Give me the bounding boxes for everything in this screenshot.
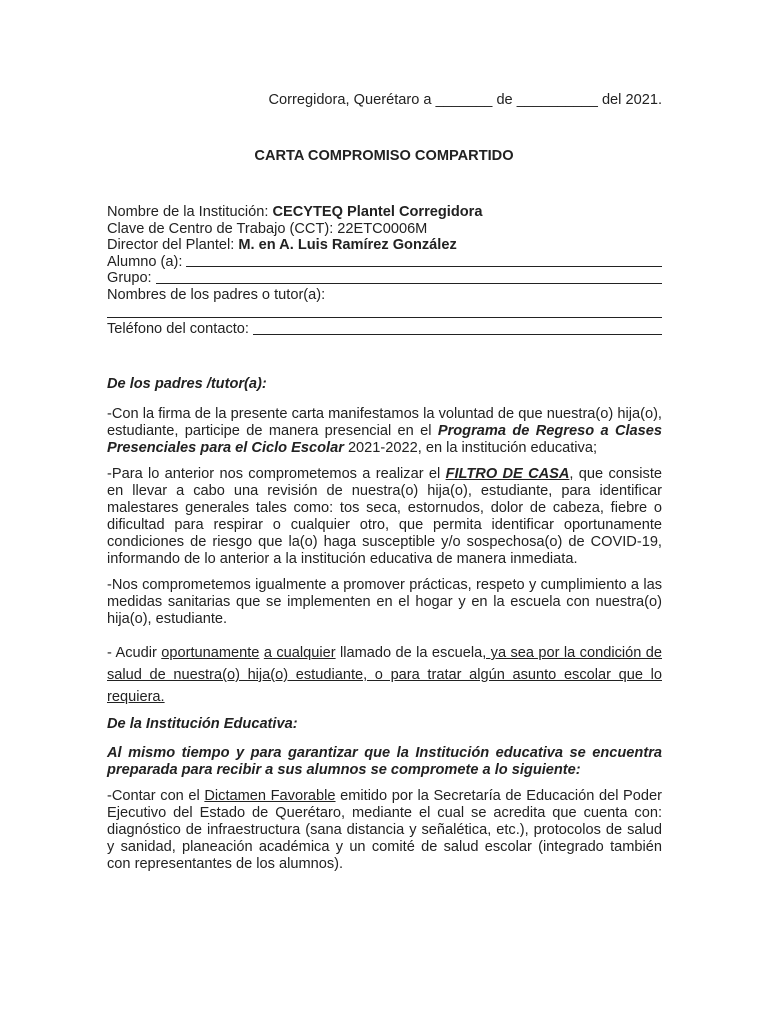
cct-label: Clave de Centro de Trabajo (CCT): xyxy=(107,220,334,237)
p4-a-cualquier: a cualquier xyxy=(263,645,336,661)
group-blank-line[interactable] xyxy=(156,270,662,284)
parents-heading: De los padres /tutor(a): xyxy=(107,376,267,392)
parents-label: Nombres de los padres o tutor(a): xyxy=(107,286,326,303)
p1-text-c: 2021-2022, en la institución educativa; xyxy=(343,440,598,456)
p4-text-e: llamado de la escuela xyxy=(335,645,483,661)
parents-paragraph-3: -Nos comprometemos igualmente a promover prácticas, respeto y cumplimiento a las medidas sanitarias que se implementen en el hogar y en la escuela con nuestra(o) hija(o), estudiante. xyxy=(107,577,662,627)
program-name: Programa de Regreso a Clases Presenciales para el Ciclo Escolar xyxy=(107,423,662,456)
p1-text-a: -Con la firma de la presente carta manifestamos la voluntad de que nuestra(o) hija(o), estudiante, participe de manera presencial en el xyxy=(107,406,662,439)
parents-paragraph-1 xyxy=(107,406,662,457)
parents-section xyxy=(107,376,662,717)
parents-row xyxy=(107,287,662,304)
institution-row xyxy=(107,204,662,221)
p4-oportunamente: oportunamente xyxy=(161,645,260,661)
document-title: CARTA COMPROMISO COMPARTIDO xyxy=(254,148,514,164)
director-value: M. en A. Luis Ramírez González xyxy=(238,237,457,253)
place-date-line: Corregidora, Querétaro a _______ de __________ del 2021. xyxy=(268,92,662,108)
director-label: Director del Plantel: xyxy=(107,237,235,253)
p2-text-a: -Para lo anterior nos comprometemos a realizar el xyxy=(107,466,446,482)
phone-row xyxy=(107,321,662,338)
student-blank-line[interactable] xyxy=(186,254,662,268)
filtro-de-casa: FILTRO DE CASA xyxy=(445,466,570,482)
inst-p1-text-c: emitido por la Secretaría de Educación del Poder Ejecutivo del Estado de Querétaro, mediante el cual se acredita que cuenta con: diagnóstico de infraestructura (sana distancia y señalética, etc.), protocolos de salud y sanidad, planeación académica y un comité de salud escolar (integrado también con representantes de los alumnos). xyxy=(107,788,662,872)
p4-text-f: , ya sea por la condición de salud de nuestra(o) hija(o) estudiante, o para tratar algún asunto escolar que lo requiera. xyxy=(107,645,662,705)
phone-blank-line[interactable] xyxy=(253,321,662,335)
p4-text-a: - Acudir xyxy=(107,645,162,661)
parents-paragraph-2 xyxy=(107,466,662,568)
dictamen-favorable: Dictamen Favorable xyxy=(204,788,336,804)
info-block xyxy=(107,204,662,338)
cct-value: 22ETC0006M xyxy=(337,220,428,237)
inst-p1-text-a: -Contar con el xyxy=(107,788,205,804)
group-label: Grupo: xyxy=(107,270,152,286)
institution-label: Nombre de la Institución: xyxy=(107,204,269,220)
phone-label: Teléfono del contacto: xyxy=(107,321,249,337)
p2-text-c: , que consiste en llevar a cabo una revisión de nuestra(o) hija(o), estudiante, para identificar malestares generales tales como: tos seca, estornudos, dolor de cabeza, fiebre o dificultad para respirar o cualquier otro, que permita identificar oportunamente condiciones de riesgo que la(o) haga susceptible y/o sospechosa(o) de COVID-19, informando de lo anterior a la institución educativa de manera inmediata. xyxy=(107,466,662,567)
student-label: Alumno (a): xyxy=(107,253,183,270)
director-row xyxy=(107,237,662,254)
institution-lead: Al mismo tiempo y para garantizar que la Institución educativa se encuentra preparada para recibir a sus alumnos se compromete a lo siguiente: xyxy=(107,745,662,778)
parents-blank-line[interactable] xyxy=(107,303,662,318)
parents-paragraph-4 xyxy=(107,642,662,708)
group-row xyxy=(107,270,662,287)
institution-value: CECYTEQ Plantel Corregidora xyxy=(272,204,483,220)
institution-heading: De la Institución Educativa: xyxy=(107,716,298,732)
student-row xyxy=(107,254,662,271)
cct-row xyxy=(107,221,662,238)
institution-paragraph-1 xyxy=(107,788,662,873)
institution-section xyxy=(107,716,662,873)
